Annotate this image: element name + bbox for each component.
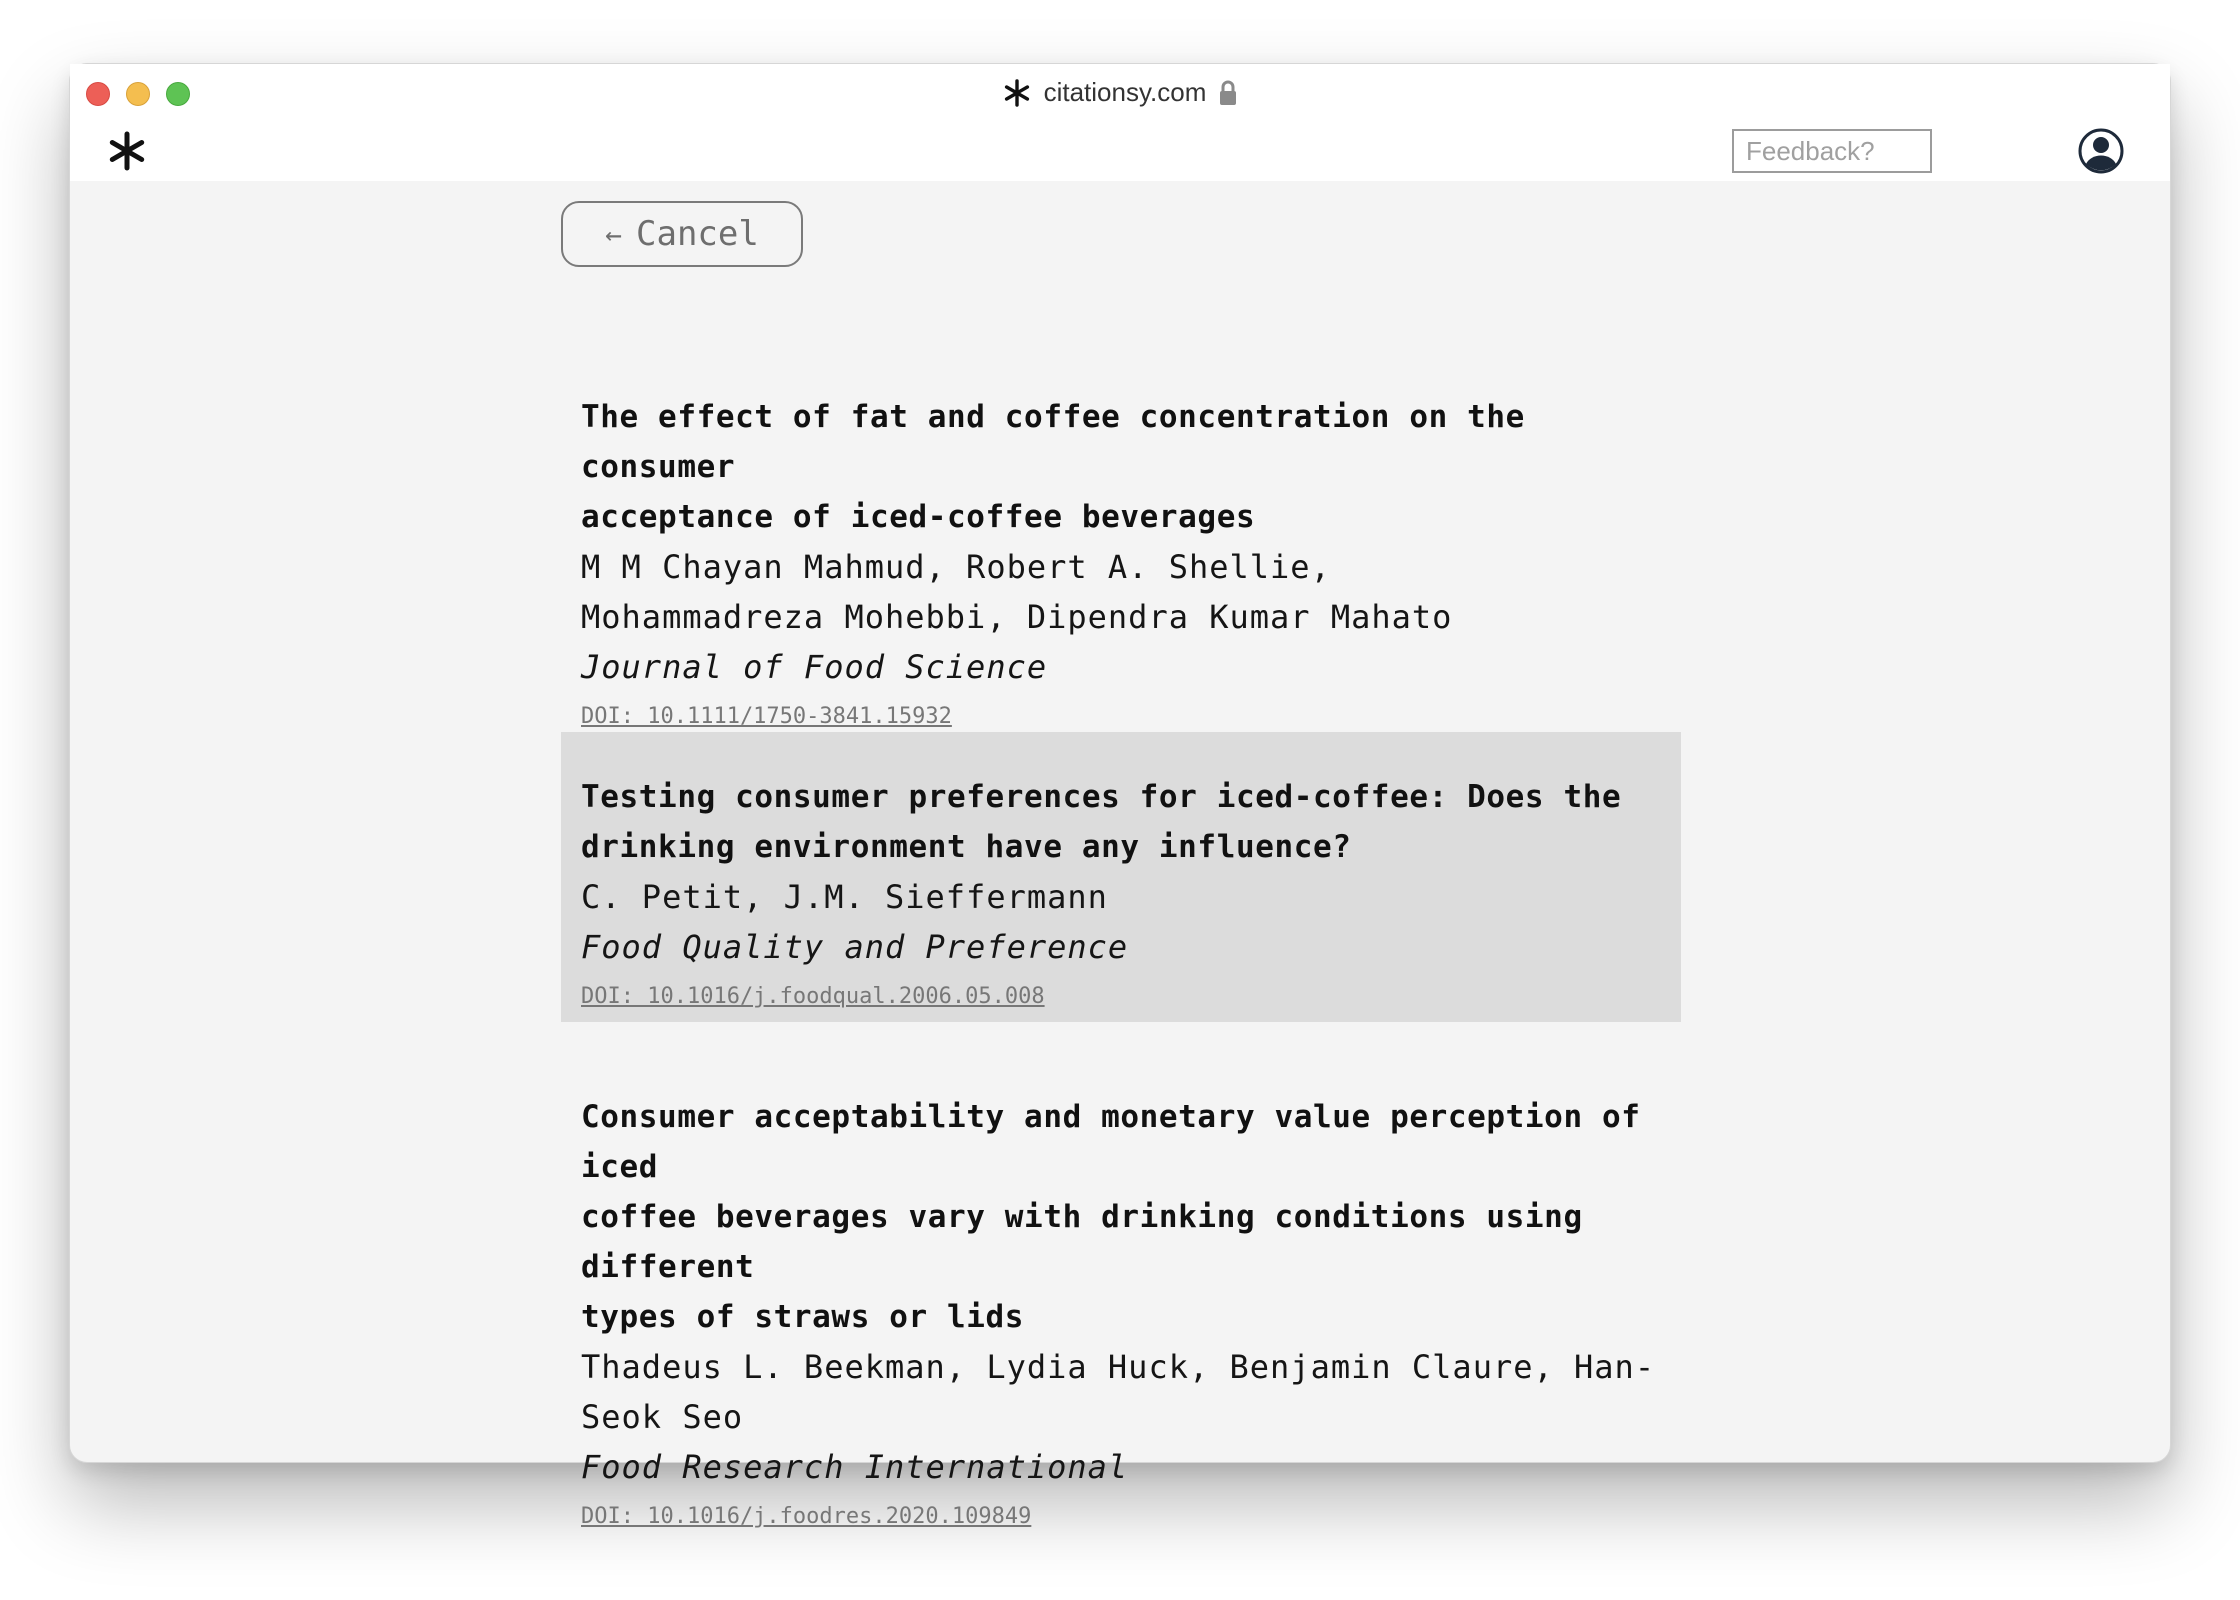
search-result[interactable] bbox=[561, 392, 1681, 742]
result-authors: M M Chayan Mahmud, Robert A. Shellie, Mohammadreza Mohebbi, Dipendra Kumar Mahato bbox=[581, 548, 1453, 636]
url-text: citationsy.com bbox=[1043, 77, 1207, 107]
address-bar[interactable] bbox=[70, 64, 2170, 121]
title-bar bbox=[70, 64, 2170, 122]
citationsy-logo-icon[interactable] bbox=[106, 130, 148, 172]
feedback-input[interactable]: Feedback? bbox=[1732, 129, 1932, 173]
result-journal: Journal of Food Science bbox=[581, 648, 1048, 686]
result-doi-link[interactable]: DOI: 10.1016/j.foodres.2020.109849 bbox=[581, 1504, 1032, 1529]
app-header bbox=[70, 121, 2170, 181]
cancel-label: Cancel bbox=[636, 214, 759, 254]
result-authors: C. Petit, J.M. Sieffermann bbox=[581, 878, 1108, 916]
result-doi-link[interactable]: DOI: 10.1111/1750-3841.15932 bbox=[581, 704, 952, 729]
result-journal: Food Quality and Preference bbox=[581, 928, 1129, 966]
site-asterisk-icon bbox=[1002, 78, 1032, 108]
lock-icon bbox=[1218, 80, 1238, 106]
result-doi-link[interactable]: DOI: 10.1016/j.foodqual.2006.05.008 bbox=[581, 984, 1045, 1009]
result-journal: Food Research International bbox=[581, 1448, 1129, 1486]
browser-window bbox=[69, 63, 2171, 1529]
search-result[interactable] bbox=[561, 1092, 1681, 1542]
result-title: Consumer acceptability and monetary value perception of iced coffee beverages vary with drinking conditions using different types of straws or lids bbox=[581, 1099, 1641, 1335]
cancel-button[interactable] bbox=[561, 201, 803, 267]
user-avatar-icon[interactable] bbox=[2078, 128, 2124, 174]
result-title: Testing consumer preferences for iced-coffee: Does the drinking environment have any influence? bbox=[581, 779, 1622, 865]
result-authors: Thadeus L. Beekman, Lydia Huck, Benjamin Claure, Han- Seok Seo bbox=[581, 1348, 1656, 1436]
search-result[interactable] bbox=[561, 732, 1681, 1022]
result-title: The effect of fat and coffee concentration on the consumer acceptance of iced-coffee beverages bbox=[581, 399, 1525, 535]
arrow-left-icon: ← bbox=[605, 217, 623, 251]
